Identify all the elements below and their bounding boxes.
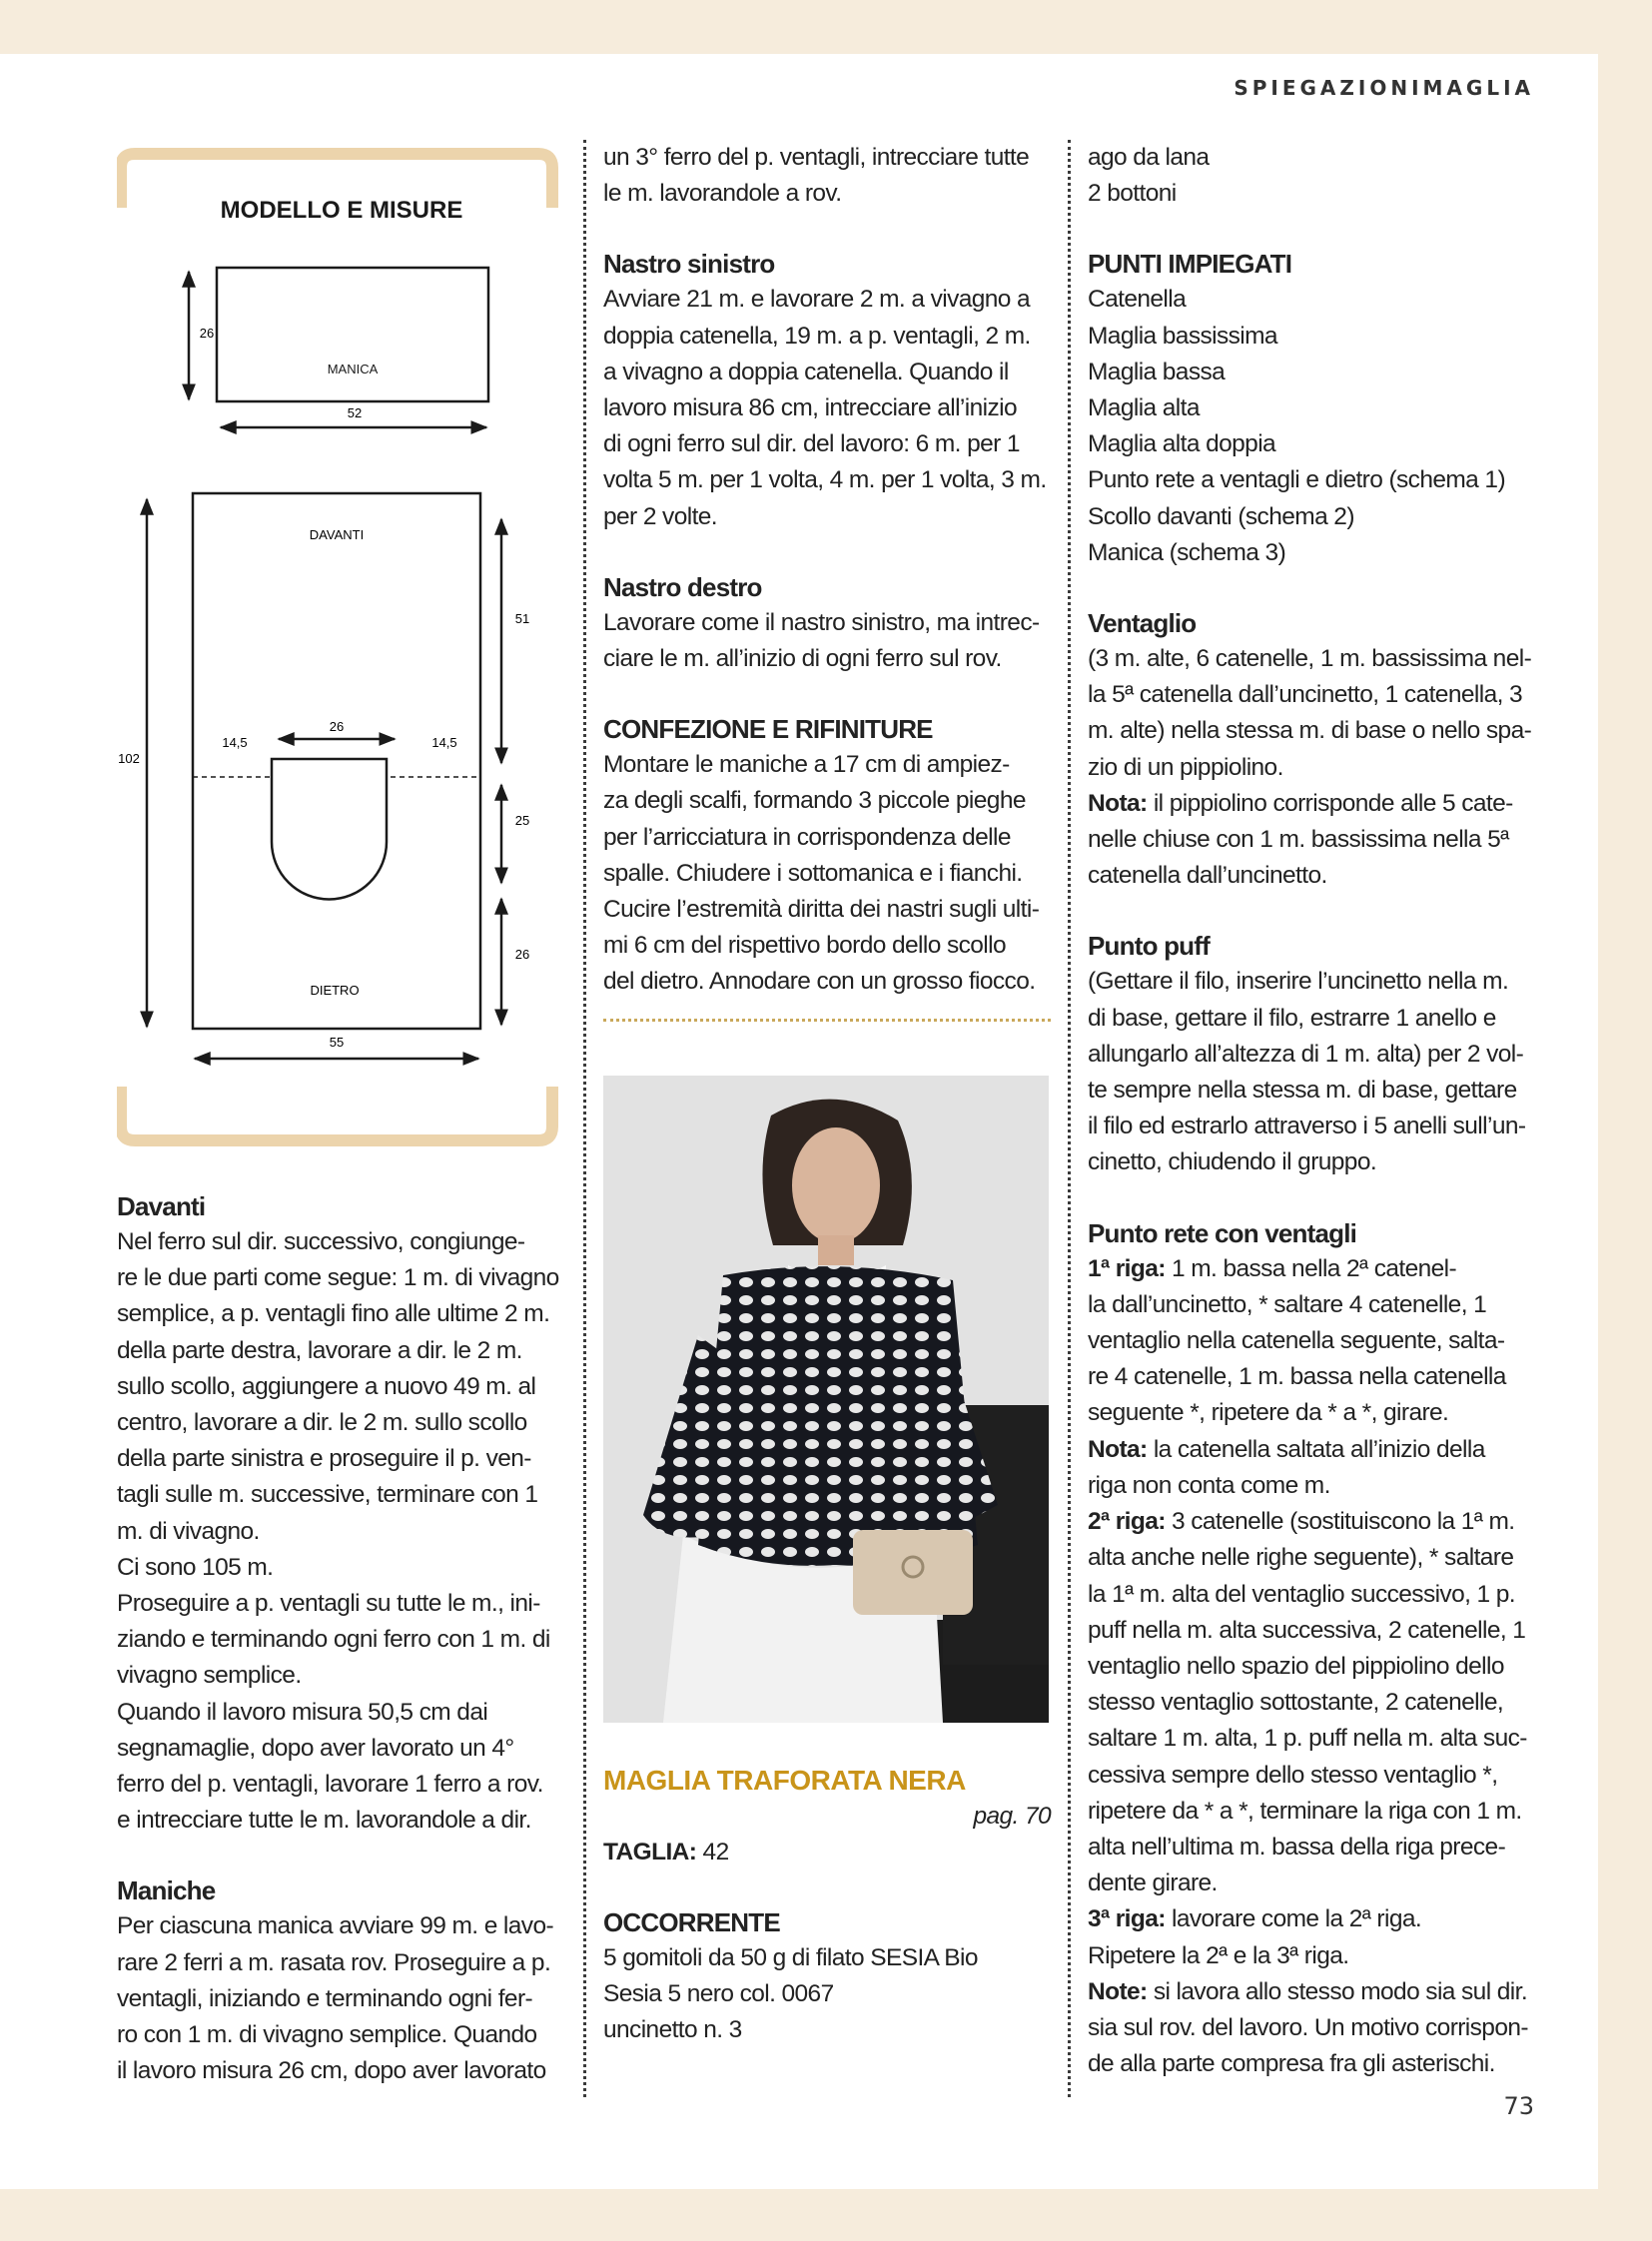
text-line: alta anche nelle righe seguente), * saltare	[1088, 1544, 1514, 1572]
text-line: (Gettare il filo, inserire l’uncinetto nella m.	[1088, 968, 1509, 996]
text-line: catenella dall’uncinetto.	[1088, 862, 1327, 890]
text-line: ago da lana	[1088, 144, 1210, 171]
schematic-svg	[117, 148, 562, 1146]
taglia-line	[603, 1835, 1051, 1870]
nastro-sinistro-section	[603, 246, 1051, 534]
frame-bottom	[121, 1087, 552, 1140]
text-line: ziando e terminando ogni ferro con 1 m. di	[117, 1626, 550, 1654]
nota2-text	[1088, 1436, 1537, 1504]
text-line: la dall’uncinetto, * saltare 4 catenelle, 1	[1088, 1290, 1487, 1318]
puff-text	[1088, 964, 1537, 1180]
puff-title: Punto puff	[1088, 931, 1210, 962]
text-line: re 4 catenelle, 1 m. bassa nella catenella	[1088, 1363, 1506, 1391]
text-line: 5 gomitoli da 50 g di filato SESIA Bio	[603, 1944, 978, 1972]
text-line: seguente *, ripetere da * a *, girare.	[1088, 1399, 1449, 1427]
note-final	[1088, 1974, 1537, 2083]
rete-section	[1088, 1215, 1537, 2083]
text-line: 1 m. bassa nella 2ª catenel-	[1165, 1254, 1457, 1282]
text-line: Lavorare come il nastro sinistro, ma intrec-	[603, 608, 1040, 636]
text-line: zio di un pippiolino.	[1088, 753, 1283, 781]
text-line: ventagli, iniziando e terminando ogni fer-	[117, 1984, 533, 2012]
handbag	[853, 1530, 973, 1615]
pattern-title: MAGLIA TRAFORATA NERA	[603, 1764, 966, 1796]
taglia-label: TAGLIA:	[603, 1838, 697, 1866]
text-line: semplice, a p. ventagli fino alle ultime 2 m.	[117, 1300, 550, 1328]
text-line: un 3° ferro del p. ventagli, intrecciare tutte	[603, 144, 1030, 171]
text-line: lavoro misura 86 cm, intrecciare all’inizio	[603, 394, 1017, 422]
riga3-text: lavorare come la 2ª riga.	[1165, 1905, 1422, 1933]
text-line: Proseguire a p. ventagli su tutte le m., ini-	[117, 1590, 540, 1618]
maniche-text	[117, 1908, 562, 2089]
ventaglio-note	[1088, 786, 1537, 895]
text-line: segnamaglie, dopo aver lavorato un 4°	[117, 1734, 514, 1762]
riga2	[1088, 1504, 1537, 1901]
text-line: allungarlo all’altezza di 1 m. alta) per 2 vol-	[1088, 1040, 1524, 1068]
text-line: Catenella	[1088, 286, 1187, 314]
text-line: Maglia alta	[1088, 394, 1200, 422]
puff-section	[1088, 928, 1537, 1180]
text-line: de alla parte compresa fra gli asterischi.	[1088, 2050, 1495, 2078]
text-line: la catenella saltata all’inizio della	[1147, 1435, 1485, 1463]
text-line: alta nell’ultima m. bassa della riga prece-	[1088, 1833, 1506, 1861]
text-line: Nel ferro sul dir. successivo, congiunge-	[117, 1228, 525, 1255]
text-line: Maglia bassissima	[1088, 322, 1277, 350]
text-line: saltare 1 m. alta, 1 p. puff nella m. alta suc-	[1088, 1725, 1527, 1753]
text-line: Manica (schema 3)	[1088, 538, 1286, 566]
text-line: te sempre nella stessa m. di base, gettare	[1088, 1077, 1517, 1105]
ripetere-line: Ripetere la 2ª e la 3ª riga.	[1088, 1941, 1349, 1969]
occorrente-continued	[1088, 140, 1537, 212]
bottom-width-label: 55	[329, 1035, 345, 1050]
text-line: a vivagno a doppia catenella. Quando il	[603, 358, 1009, 385]
text-line: il filo ed estrarlo attraverso i 5 anelli sull’un-	[1088, 1113, 1526, 1140]
nastro-destro-text	[603, 605, 1051, 677]
punti-section	[1088, 246, 1537, 571]
text-line: ferro del p. ventagli, lavorare 1 ferro a rov.	[117, 1771, 543, 1799]
rete-title: Punto rete con ventagli	[1088, 1217, 1357, 1248]
text-line: e intrecciare tutte le m. lavorandole a dir.	[117, 1807, 531, 1835]
occorrente-continued-text	[1088, 140, 1537, 212]
nota2-label: Nota:	[1088, 1435, 1148, 1463]
manica-shape	[217, 268, 488, 401]
text-line: cinetto, chiudendo il gruppo.	[1088, 1148, 1377, 1176]
confezione-section	[603, 711, 1051, 1000]
text-line: m. alte) nella stessa m. di base o nello spa-	[1088, 717, 1532, 745]
manica-label: MANICA	[327, 362, 379, 376]
front-label: DAVANTI	[309, 527, 365, 542]
text-line: Cucire l’estremità diritta dei nastri sugli ulti-	[603, 896, 1040, 924]
text-line: del dietro. Annodare con un grosso fiocco.	[603, 968, 1036, 996]
text-line: Quando il lavoro misura 50,5 cm dai	[117, 1698, 488, 1726]
occorrente-title: OCCORRENTE	[603, 1907, 780, 1938]
text-line: 2 bottoni	[1088, 180, 1177, 208]
confezione-text	[603, 747, 1051, 1000]
text-line: il lavoro misura 26 cm, dopo aver lavorato	[117, 2057, 546, 2085]
text-line: Ci sono 105 m.	[117, 1553, 274, 1581]
nastro-sinistro-title: Nastro sinistro	[603, 249, 775, 280]
text-line: Sesia 5 nero col. 0067	[603, 1980, 834, 2008]
text-line: stesso ventaglio sottostante, 2 catenelle,	[1088, 1689, 1504, 1717]
text-line: Montare le maniche a 17 cm di ampiez-	[603, 751, 1010, 779]
davanti-title: Davanti	[117, 1191, 206, 1221]
text-line: Avviare 21 m. e lavorare 2 m. a vivagno a	[603, 286, 1031, 314]
nastro-destro-title: Nastro destro	[603, 571, 762, 602]
back-label: DIETRO	[310, 983, 360, 998]
text-line: uncinetto n. 3	[603, 2016, 742, 2044]
text-line: za degli scalfi, formando 3 piccole pieghe	[603, 787, 1026, 815]
text-line: puff nella m. alta successiva, 2 catenelle, 1	[1088, 1616, 1526, 1644]
text-line: si lavora allo stesso modo sia sul dir.	[1147, 1977, 1528, 2005]
text-line: della parte sinistra e proseguire il p. ven-	[117, 1445, 531, 1473]
confezione-title: CONFEZIONE E RIFINITURE	[603, 714, 933, 745]
measurements-diagram	[117, 148, 562, 1146]
maniche-continued-text	[603, 140, 1051, 212]
text-line: nelle chiuse con 1 m. bassissima nella 5ª	[1088, 826, 1509, 854]
text-line: re le due parti come segue: 1 m. di vivagno	[117, 1264, 559, 1292]
text-line: ro con 1 m. di vivagno semplice. Quando	[117, 2021, 537, 2049]
model-photo-illustration	[603, 1076, 1049, 1723]
note-final-text	[1088, 1978, 1537, 2083]
ventaglio-title: Ventaglio	[1088, 608, 1197, 639]
right-middle-label: 25	[514, 813, 530, 828]
column-divider-1	[583, 140, 586, 2097]
manica-width-label: 52	[347, 405, 363, 420]
right-lower-label: 26	[514, 947, 530, 962]
riga2-label: 2ª riga:	[1088, 1508, 1166, 1536]
pattern-page-ref: pag. 70	[973, 1802, 1051, 1830]
neckline-shape	[272, 759, 387, 900]
manica-height-label: 26	[199, 326, 215, 341]
text-line: della parte destra, lavorare a dir. le 2 m.	[117, 1336, 522, 1364]
text-line: Punto rete a ventagli e dietro (schema 1)	[1088, 466, 1506, 494]
text-line: per l’arricciatura in corrispondenza delle	[603, 823, 1011, 851]
face	[792, 1127, 880, 1243]
page-number: 73	[1503, 2092, 1534, 2120]
text-line: ciare le m. all’inizio di ogni ferro sul rov.	[603, 645, 1002, 673]
text-line: vivagno semplice.	[117, 1662, 302, 1690]
text-line: rare 2 ferri a m. rasata rov. Proseguire a p.	[117, 1948, 551, 1976]
text-line: doppia catenella, 19 m. a p. ventagli, 2 m.	[603, 322, 1031, 350]
text-line: la 1ª m. alta del ventaglio successivo, 1 p.	[1088, 1580, 1515, 1608]
note-final-label: Note:	[1088, 1977, 1148, 2005]
column-divider-2	[1068, 140, 1071, 2097]
side-right-label: 14,5	[431, 735, 457, 750]
text-line: Maglia alta doppia	[1088, 430, 1276, 458]
text-line: ripetere da * a *, terminare la riga con 1 m.	[1088, 1797, 1522, 1825]
total-height-label: 102	[118, 751, 140, 766]
column-2	[603, 140, 1051, 2049]
model-photo	[603, 1076, 1049, 1723]
text-line: dente girare.	[1088, 1869, 1218, 1897]
right-upper-label: 51	[514, 611, 530, 626]
nota2	[1088, 1432, 1537, 1504]
text-line: mi 6 cm del rispettivo bordo dello scollo	[603, 932, 1006, 960]
ventaglio-note-text	[1088, 790, 1537, 895]
text-line: Maglia bassa	[1088, 358, 1226, 385]
text-line: sia sul rov. del lavoro. Un motivo corrispon-	[1088, 2013, 1528, 2041]
riga2-text	[1088, 1508, 1537, 1901]
riga3-label: 3ª riga:	[1088, 1905, 1166, 1933]
nastro-sinistro-text	[603, 282, 1051, 534]
side-left-label: 14,5	[222, 735, 248, 750]
text-line: di ogni ferro sul dir. del lavoro: 6 m. per 1	[603, 430, 1020, 458]
text-line: cessiva sempre dello stesso ventaglio *,	[1088, 1761, 1498, 1789]
text-line: tagli sulle m. successive, terminare con 1	[117, 1481, 538, 1509]
text-line: le m. lavorandole a rov.	[603, 180, 842, 208]
text-line: volta 5 m. per 1 volta, 4 m. per 1 volta, 3 m.	[603, 466, 1047, 494]
text-line: 3 catenelle (sostituiscono la 1ª m.	[1165, 1508, 1515, 1536]
text-line: la 5ª catenella dall’uncinetto, 1 catenella, 3	[1088, 681, 1523, 709]
column-1	[117, 1188, 562, 2123]
text-line: centro, lavorare a dir. le 2 m. sullo scollo	[117, 1409, 527, 1437]
riga3	[1088, 1901, 1537, 1937]
running-header: SPIEGAZIONIMAGLIA	[1234, 76, 1534, 100]
ventaglio-note-label: Nota:	[1088, 789, 1148, 817]
ventaglio-section	[1088, 605, 1537, 894]
maniche-section	[117, 1872, 562, 2089]
text-line: (3 m. alte, 6 catenelle, 1 m. bassissima nel-	[1088, 645, 1532, 673]
riga1	[1088, 1251, 1537, 1432]
ventaglio-text	[1088, 641, 1537, 786]
text-line: m. di vivagno.	[117, 1517, 260, 1545]
nastro-destro-section	[603, 569, 1051, 677]
text-line: riga non conta come m.	[1088, 1471, 1330, 1499]
text-line: sullo scollo, aggiungere a nuovo 49 m. al	[117, 1372, 536, 1400]
text-line: spalle. Chiudere i sottomanica e i fianchi.	[603, 859, 1023, 887]
occorrente-section	[603, 1904, 1051, 2049]
text-line: ventaglio nello spazio del pippiolino dello	[1088, 1652, 1504, 1680]
davanti-section	[117, 1188, 562, 1839]
diagram-title: MODELLO E MISURE	[220, 197, 463, 224]
punti-title: PUNTI IMPIEGATI	[1088, 249, 1292, 280]
text-line: Per ciascuna manica avviare 99 m. e lavo-	[117, 1912, 554, 1940]
maniche-title: Maniche	[117, 1875, 216, 1906]
dotted-separator	[603, 1019, 1051, 1022]
column-3	[1088, 140, 1537, 2082]
text-line: per 2 volte.	[603, 502, 718, 530]
occorrente-text	[603, 1940, 1051, 2049]
text-line: di base, gettare il filo, estrarre 1 anello e	[1088, 1004, 1496, 1032]
riga1-label: 1ª riga:	[1088, 1254, 1166, 1282]
davanti-text	[117, 1224, 562, 1839]
maniche-continued	[603, 140, 1051, 212]
taglia-value: 42	[702, 1838, 729, 1866]
text-line: Scollo davanti (schema 2)	[1088, 502, 1354, 530]
text-line: ventaglio nella catenella seguente, salta-	[1088, 1327, 1505, 1355]
text-line: il pippiolino corrisponde alle 5 cate-	[1147, 789, 1513, 817]
neck-label: 26	[329, 719, 345, 734]
punti-list	[1088, 282, 1537, 571]
